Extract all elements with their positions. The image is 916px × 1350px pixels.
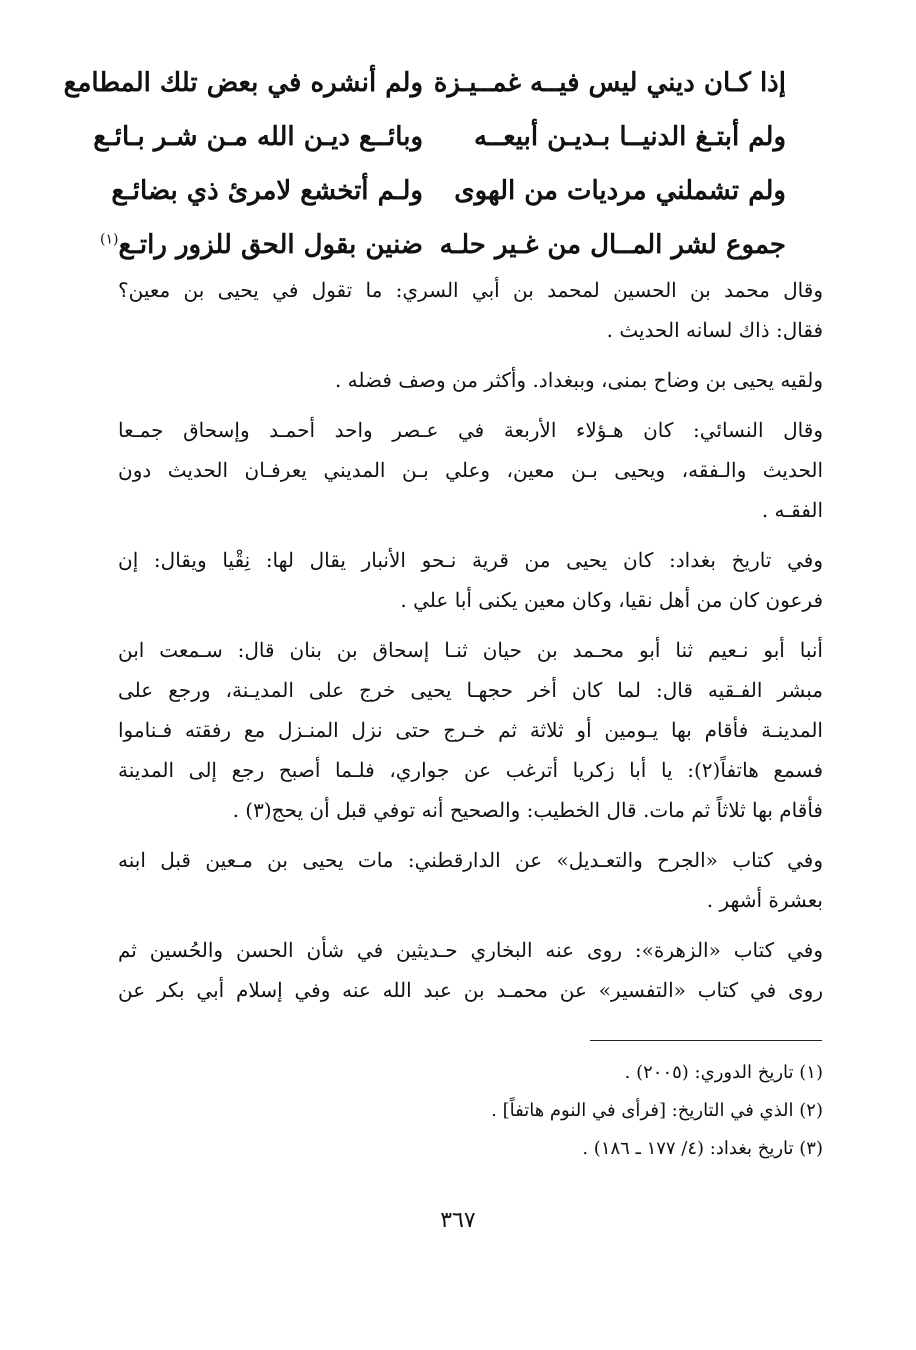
- text-line: أنبا أبو نـعيم ثنا أبو محـمد بن حيان ثنـا إسحاق بن بنان قال: سـمعت ابن: [118, 638, 823, 662]
- footnote: (٢) الذي في التاريخ: [فرأى في النوم هاتفاً] .: [491, 1100, 823, 1121]
- text-line: فقال: ذاك لسانه الحديث .: [606, 318, 823, 342]
- paragraph: [118, 410, 823, 530]
- text-line: وفي كتاب «الزهرة»: روى عنه البخاري حـديثين في شأن الحسن والحُسين ثم: [118, 938, 823, 962]
- poem-second-hemistich: وبائــع ديـن الله مـن شـر بـائـع: [93, 122, 423, 152]
- poem-verse: [99, 218, 786, 272]
- footnote: (٣) تاريخ بغداد: (٤/ ١٧٧ ـ ١٨٦) .: [582, 1138, 823, 1159]
- footnote: (١) تاريخ الدوري: (٢٠٠٥) .: [624, 1062, 823, 1083]
- paragraph: [118, 930, 823, 1010]
- footnote-marker: (١): [99, 231, 119, 248]
- poem-second-hemistich: ولـم أتخشع لامرئ ذي بضائـع: [111, 176, 423, 206]
- poem-second-hemistich: [99, 218, 423, 272]
- paragraph: [118, 270, 823, 350]
- poem-verse: [93, 110, 786, 164]
- poem-first-hemistich: إذا كـان ديني ليس فيــه غمــيـزة: [433, 68, 786, 98]
- text-line: مبشر الفـقيه قال: لما كان أخر حجهـا يحيى خرج على المديـنة، ورجع على: [118, 678, 823, 702]
- poem-second-hemistich-text: ضنين بقول الحق للزور راتـع: [118, 230, 423, 260]
- text-line: فرعون كان من أهل نقيا، وكان معين يكنى أبا علي .: [400, 588, 823, 612]
- text-line: الفقـه .: [761, 498, 823, 522]
- text-line: فسمع هاتفاً(٢): يا أبا زكريا أترغب عن جواري، فلـما أصبح رجع إلى المدينة: [118, 758, 823, 782]
- page-number: ٣٦٧: [440, 1208, 476, 1233]
- paragraph: [118, 630, 823, 830]
- poem-second-hemistich: ولم أنشره في بعض تلك المطامع: [63, 68, 423, 98]
- text-line: بعشرة أشهر .: [706, 888, 823, 912]
- paragraph: [118, 840, 823, 920]
- text-line: وفي كتاب «الجرح والتعـديل» عن الدارقطني: مات يحيى بن مـعين قبل ابنه: [118, 848, 823, 872]
- text-line: فأقام بها ثلاثاً ثم مات. قال الخطيب: والصحيح أنه توفي قبل أن يحج(٣) .: [232, 798, 823, 822]
- text-line: ولقيه يحيى بن وضاح بمنى، وببغداد. وأكثر من وصف فضله .: [334, 368, 823, 392]
- poem-verse: [111, 164, 786, 218]
- text-line: وقال محمد بن الحسين لمحمد بن أبي السري: ما تقول في يحيى بن معين؟: [118, 278, 823, 302]
- paragraph: [118, 360, 823, 400]
- footnotes: [118, 1054, 823, 1168]
- text-line: المدينـة فأقام بها يـومين أو ثلاثة ثم خـرج حتى نزل المنـزل مع رفقته فـناموا: [118, 718, 823, 742]
- poem-first-hemistich: جموع لشر المــال من غـير حلـه: [439, 230, 786, 260]
- text-line: وقال النسائي: كان هـؤلاء الأربعة في عـصر واحد أحمـد وإسحاق جمـعا: [118, 418, 823, 442]
- poem-first-hemistich: ولم تشملني مرديات من الهوى: [454, 176, 786, 206]
- poem-first-hemistich: ولم أبتـغ الدنيــا بـديـن أبيعــه: [474, 122, 786, 152]
- text-line: وفي تاريخ بغداد: كان يحيى من قرية نـحو الأنبار يقال لها: نِقْيا ويقال: إن: [118, 548, 823, 572]
- body-text: [118, 270, 823, 1020]
- poem-block: [63, 56, 786, 272]
- paragraph: [118, 540, 823, 620]
- text-line: روى في كتاب «التفسير» عن محمـد بن عبد الله عنه وفي إسلام أبي بكر عن: [118, 978, 823, 1002]
- footnote-divider: [590, 1040, 822, 1041]
- text-line: الحديث والـفقه، ويحيى بـن معين، وعلي بـن المديني يعرفـان الحديث دون: [118, 458, 823, 482]
- poem-verse: [63, 56, 786, 110]
